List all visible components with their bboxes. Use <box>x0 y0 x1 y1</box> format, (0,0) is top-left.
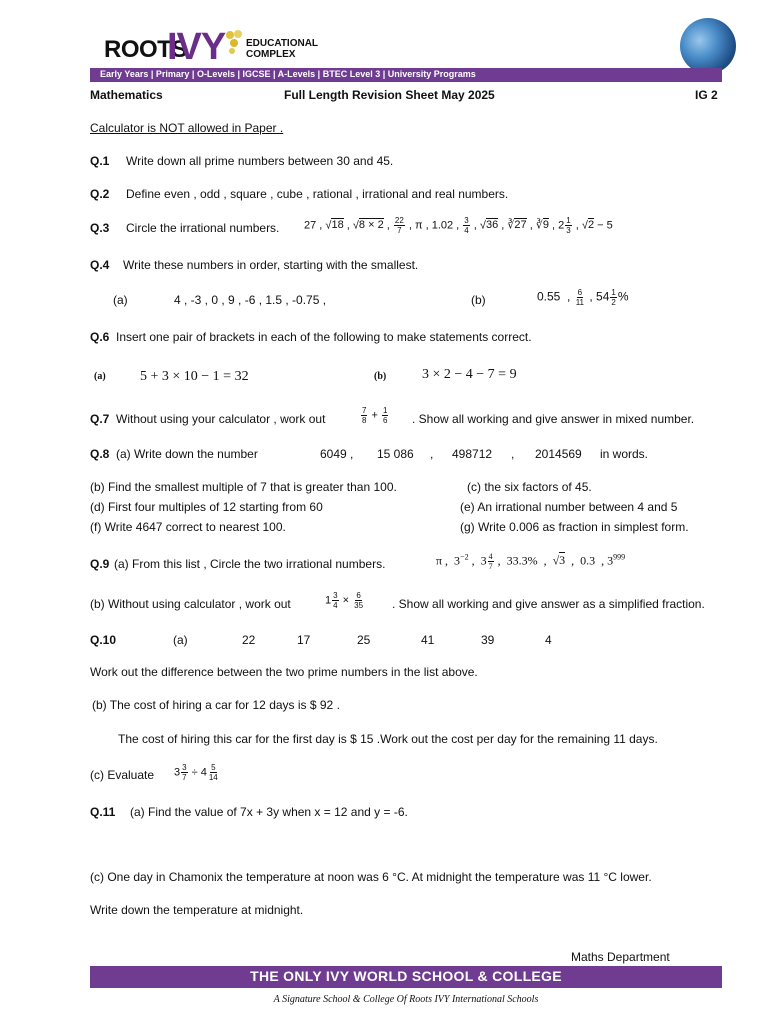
q8g-text: (g) Write 0.006 as fraction in simplest form. <box>460 520 689 534</box>
q10-list-item: 17 <box>297 633 311 647</box>
q7-tail: . Show all working and give answer in mixed number. <box>412 412 695 426</box>
sheet-title: Full Length Revision Sheet May 2025 <box>284 88 495 102</box>
q2-number: Q.2 <box>90 187 110 201</box>
q8c-text: (c) the six factors of 45. <box>467 480 592 494</box>
q6-number: Q.6 <box>90 330 110 344</box>
q6b-expression: 3 × 2 − 4 − 7 = 9 <box>422 367 517 382</box>
q6a-label: (a) <box>94 371 106 382</box>
q3-text: Circle the irrational numbers. <box>126 221 280 235</box>
q2-text: Define even , odd , square , cube , rational , irrational and real numbers. <box>126 187 509 201</box>
programs-text: Early Years | Primary | O-Levels | IGCSE | A-Levels | BTEC Level 3 | University Programs <box>100 69 476 79</box>
q10-list-item: 41 <box>421 633 435 647</box>
q8a-number-3: 498712 <box>452 447 493 461</box>
q8-number: Q.8 <box>90 447 110 461</box>
q4b-label: (b) <box>471 293 486 307</box>
brand-sub-line1: EDUCATIONAL <box>246 38 319 49</box>
q10-number: Q.10 <box>90 633 117 647</box>
brand-roots: ROOTS <box>104 36 187 63</box>
q7-text: Without using your calculator , work out <box>116 412 326 426</box>
q4-text: Write these numbers in order, starting with the smallest. <box>123 258 419 272</box>
q9a-text: (a) From this list , Circle the two irrational numbers. <box>114 557 386 571</box>
department-label: Maths Department <box>571 950 670 964</box>
q8b-text: (b) Find the smallest multiple of 7 that is greater than 100. <box>90 480 397 494</box>
q10-list-item: 39 <box>481 633 495 647</box>
q8f-text: (f) Write 4647 correct to nearest 100. <box>90 520 286 534</box>
q10b-line1: (b) The cost of hiring a car for 12 days is $ 92 . <box>92 698 340 712</box>
q8a-tail: in words. <box>600 447 649 461</box>
q10-list-item: 22 <box>242 633 256 647</box>
q9-number: Q.9 <box>90 557 110 571</box>
q7-number: Q.7 <box>90 412 110 426</box>
q1-text: Write down all prime numbers between 30 and 45. <box>126 154 394 168</box>
q1-number: Q.1 <box>90 154 110 168</box>
q11a-text: (a) Find the value of 7x + 3y when x = 12 and y = -6. <box>130 805 408 819</box>
grade-label: IG 2 <box>695 88 718 102</box>
ivy-leaf-icon <box>224 28 244 56</box>
brand-subtitle <box>246 38 318 60</box>
q9b-text: (b) Without using calculator , work out <box>90 597 291 611</box>
q8a-sep-3: , <box>511 447 515 461</box>
q10-list-item: 4 <box>545 633 552 647</box>
q10b-line2: The cost of hiring this car for the first day is $ 15 .Work out the cost per day for the remaining 11 days. <box>118 732 658 746</box>
footer-subtitle: A Signature School & College Of Roots IVY International Schools <box>273 994 539 1005</box>
q4a-label: (a) <box>113 293 128 307</box>
q9a-number-list: π , $3^{-2}$ , 3 $\frac{4}{7}$ , 33.3% , √3 , 0.3 , $3^{999}$ <box>436 552 626 571</box>
q8a-sep-2: , <box>430 447 434 461</box>
brand-sub-line2: COMPLEX <box>246 49 296 60</box>
q3-number: Q.3 <box>90 221 110 235</box>
q8e-text: (e) An irrational number between 4 and 5 <box>460 500 678 514</box>
q11c-line2: Write down the temperature at midnight. <box>90 903 304 917</box>
q8a-number-1: 6049 <box>320 447 347 461</box>
q8a-sep-1: , <box>350 447 354 461</box>
brand-ivy: IVY <box>167 26 226 68</box>
q9b-expression: 1 $\frac{3}{4}$ × $\frac{6}{35}$ <box>325 591 364 610</box>
q7-expression: $\frac{7}{8}$ + $\frac{1}{6}$ <box>362 406 388 425</box>
q11-number: Q.11 <box>90 805 116 819</box>
q6-text: Insert one pair of brackets in each of the following to make statements correct. <box>116 330 532 344</box>
q9b-tail: . Show all working and give answer as a simplified fraction. <box>392 597 705 611</box>
q10c-text: (c) Evaluate <box>90 768 155 782</box>
q8d-text: (d) First four multiples of 12 starting from 60 <box>90 500 323 514</box>
footer-title: THE ONLY IVY WORLD SCHOOL & COLLEGE <box>250 968 562 984</box>
q4-number: Q.4 <box>90 258 110 272</box>
globe-icon <box>680 18 736 74</box>
q8a-text: (a) Write down the number <box>116 447 258 461</box>
q8a-number-2: 15 086 <box>377 447 414 461</box>
q11c-line1: (c) One day in Chamonix the temperature at noon was 6 °C. At midnight the temperature was 11 °C lower. <box>90 870 652 884</box>
q10a-text: Work out the difference between the two prime numbers in the list above. <box>90 665 478 679</box>
calculator-note: Calculator is NOT allowed in Paper . <box>90 121 284 135</box>
q10a-label: (a) <box>173 633 188 647</box>
q10c-expression: 3 $\frac{3}{7}$ ÷ 4 $\frac{5}{14}$ <box>174 763 218 782</box>
q6b-label: (b) <box>374 371 387 382</box>
q10-list-item: 25 <box>357 633 371 647</box>
subject-label: Mathematics <box>90 88 163 102</box>
q8a-number-4: 2014569 <box>535 447 582 461</box>
q4a-list: 4 , -3 , 0 , 9 , -6 , 1.5 , -0.75 , <box>174 293 327 307</box>
q6a-expression: 5 + 3 × 10 − 1 = 32 <box>140 369 249 384</box>
q3-number-list: 27 , √18 , √8 × 2 , $\frac{22}{7}$ , π , 1.02 , $\frac{3}{4}$ , √36 , ∛27 , ∛9 , 2 $\frac{1}{3}$ , √2 − 5 <box>304 216 613 235</box>
q4b-list: 0.55 , $\frac{6}{11}$ , 54 $\frac{1}{2}$ % <box>537 288 629 307</box>
